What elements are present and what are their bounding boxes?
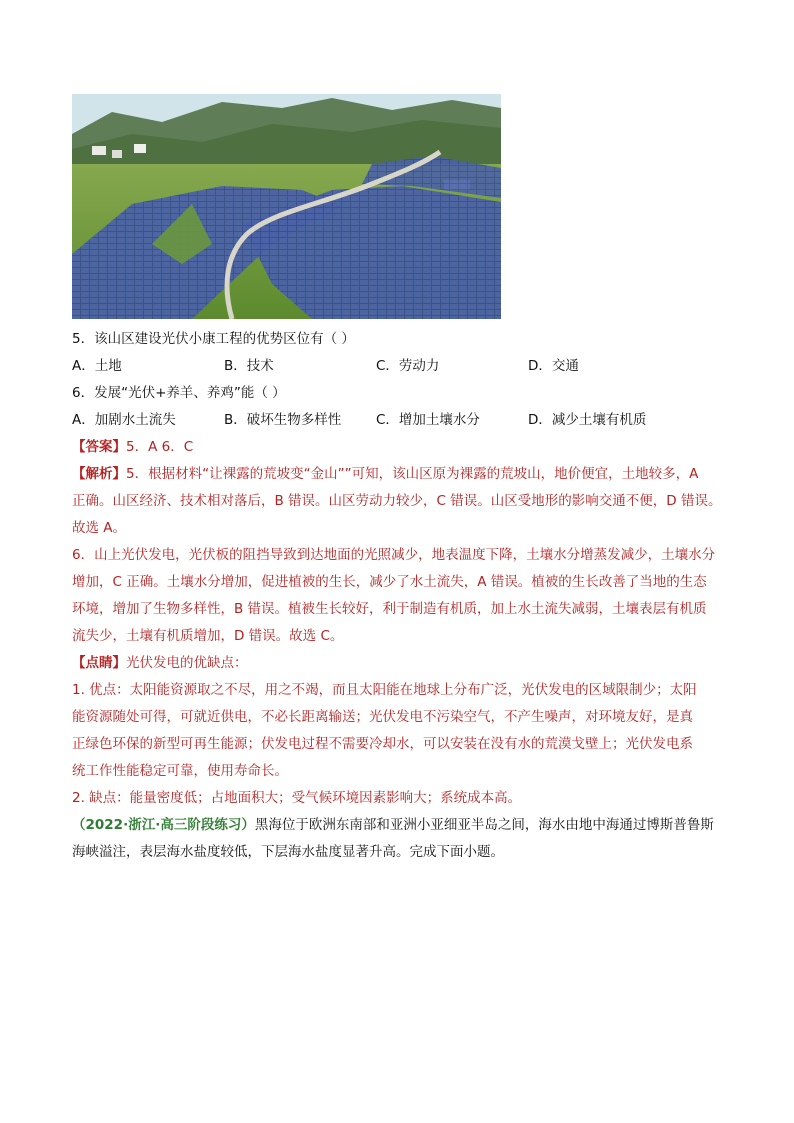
- next-question-text-1: 黑海位于欧洲东南部和亚洲小亚细亚半岛之间，海水由地中海通过博斯普鲁斯: [254, 817, 714, 833]
- analysis-label: 【解析】: [72, 466, 126, 482]
- answer-text: 5．A 6．C: [126, 439, 194, 455]
- q5-options: [72, 353, 732, 380]
- analysis-line-7: 流失少，土壤有机质增加，D 错误。故选 C。: [72, 628, 344, 644]
- q5-option-c: C．劳动力: [376, 358, 440, 374]
- analysis-text-1: 5．根据材料“让裸露的荒坡变“金山””可知，该山区原为裸露的荒坡山，地价便宜，土地较多，A: [126, 466, 699, 482]
- comment-line-1: 1. 优点：太阳能资源取之不尽，用之不竭，而且太阳能在地球上分布广泛，光伏发电的区域限制少；太阳: [72, 682, 697, 698]
- q5-option-a: A．土地: [72, 358, 122, 374]
- answer-label: 【答案】: [72, 439, 126, 455]
- q6-option-d: D．减少土壤有机质: [528, 412, 647, 428]
- analysis-line-6: 环境，增加了生物多样性，B 错误。植被生长较好，利于制造有机质，加上水土流失减弱，土壤表层有机质: [72, 601, 707, 617]
- comment-line-5: 2. 缺点：能量密度低；占地面积大；受气候环境因素影响大；系统成本高。: [72, 790, 522, 806]
- comment-title: 光伏发电的优缺点：: [126, 655, 248, 671]
- analysis-line-3: 故选 A。: [72, 520, 127, 536]
- next-question-line-1: [72, 812, 732, 839]
- question-source: （2022·浙江·高三阶段练习）: [72, 817, 255, 833]
- analysis-line-1: [72, 461, 732, 488]
- q6-option-c: C．增加土壤水分: [376, 412, 480, 428]
- q5-stem: 5．该山区建设光伏小康工程的优势区位有（ ）: [72, 331, 355, 347]
- q6-option-b: B．破坏生物多样性: [224, 412, 342, 428]
- analysis-line-2: 正确。山区经济、技术相对落后，B 错误。山区劳动力较少，C 错误。山区受地形的影响交通不便，D 错误。: [72, 493, 722, 509]
- next-question-line-2: 海峡溢注，表层海水盐度较低，下层海水盐度显著升高。完成下面小题。: [72, 844, 504, 860]
- comment-line-title: [72, 650, 732, 677]
- comment-line-3: 正绿色环保的新型可再生能源；伏发电过程不需要冷却水，可以安装在没有水的荒漠戈壁上；光伏发电系: [72, 736, 693, 752]
- q6-stem: 6．发展“光伏+养羊、养鸡”能（ ）: [72, 385, 286, 401]
- q5-option-b: B．技术: [224, 358, 274, 374]
- answer-line: [72, 434, 732, 461]
- q6-option-a: A．加剧水土流失: [72, 412, 176, 428]
- q5-option-d: D．交通: [528, 358, 579, 374]
- question-block: [72, 326, 732, 866]
- analysis-line-5: 增加，C 正确。土壤水分增加，促进植被的生长，减少了水土流失，A 错误。植被的生长改善了当地的生态: [72, 574, 707, 590]
- comment-label: 【点睛】: [72, 655, 126, 671]
- comment-line-4: 统工作性能稳定可靠，使用寿命长。: [72, 763, 288, 779]
- solar-farm-photo: [72, 94, 501, 319]
- comment-line-2: 能资源随处可得，可就近供电，不必长距离输送；光伏发电不污染空气，不产生噪声，对环境友好，是真: [72, 709, 693, 725]
- analysis-line-4: 6．山上光伏发电，光伏板的阻挡导致到达地面的光照减少，地表温度下降，土壤水分增蒸发减少，土壤水分: [72, 547, 716, 563]
- q6-options: [72, 407, 732, 434]
